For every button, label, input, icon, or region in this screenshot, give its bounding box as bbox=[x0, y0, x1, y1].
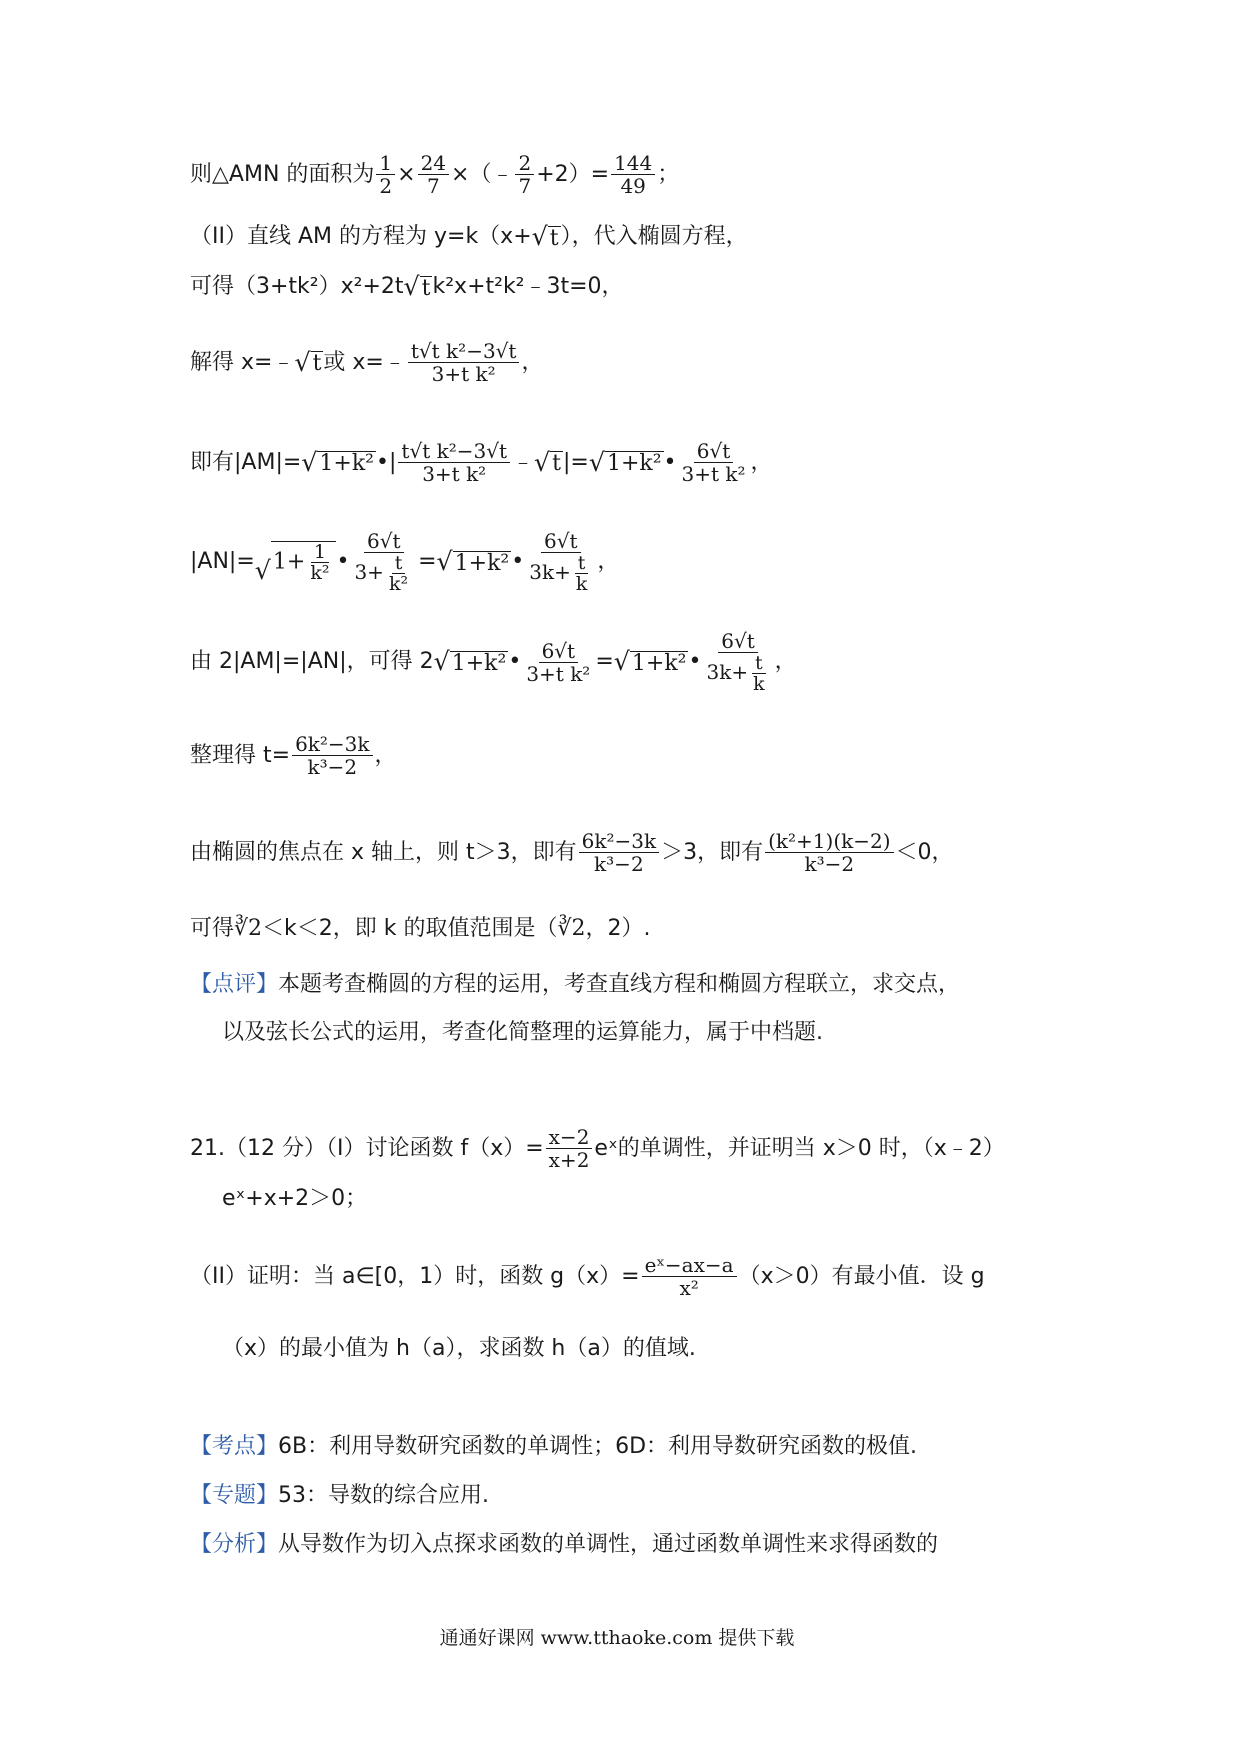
text: （x）的最小值为 h（a），求函数 h（a）的值域. bbox=[222, 1336, 696, 1361]
times: × bbox=[397, 161, 416, 187]
num: 1 bbox=[311, 542, 329, 563]
text: 整理得 t= bbox=[190, 742, 291, 768]
text: 3k+ bbox=[529, 560, 571, 584]
sqrt: √ 1+k² bbox=[433, 647, 507, 677]
kaodian-text: 6B：利用导数研究函数的单调性；6D：利用导数研究函数的极值. bbox=[278, 1434, 918, 1459]
sqrt: √ 1+k² bbox=[436, 547, 510, 577]
den: k² bbox=[388, 573, 409, 595]
den bbox=[351, 553, 416, 594]
kaodian-tag: 【考点】 bbox=[190, 1434, 279, 1459]
text: 可得 bbox=[190, 916, 235, 941]
radicand: t bbox=[552, 451, 561, 477]
num: eˣ−ax−a bbox=[642, 1254, 737, 1277]
text: （x＞0）有最小值．设 g bbox=[738, 1263, 985, 1289]
den: 7 bbox=[426, 174, 440, 198]
den: 2 bbox=[379, 174, 393, 198]
kaodian-line bbox=[190, 1432, 917, 1462]
zhuanti-tag: 【专题】 bbox=[190, 1483, 279, 1508]
fenxi-text: 从导数作为切入点探求函数的单调性，通过函数单调性来求得函数的 bbox=[278, 1532, 939, 1557]
radicand: t bbox=[421, 275, 431, 301]
text: +2）= bbox=[536, 161, 610, 187]
num: 6√t bbox=[541, 530, 581, 553]
radicand: 1+k² bbox=[319, 451, 375, 477]
fraction bbox=[703, 630, 772, 694]
fraction bbox=[765, 830, 893, 875]
text: （II）证明：当 a∈[0，1）时，函数 g（x）= bbox=[190, 1263, 640, 1289]
den: 3+t k² bbox=[681, 462, 746, 486]
review-text: 本题考查椭圆的方程的运用，考查直线方程和椭圆方程联立，求交点， bbox=[278, 972, 961, 997]
fraction bbox=[523, 640, 593, 685]
text: eˣ的单调性，并证明当 x＞0 时，（x﹣2） bbox=[594, 1135, 1005, 1161]
den: 3+t k² bbox=[526, 661, 591, 686]
area-line bbox=[190, 152, 679, 197]
fraction bbox=[573, 553, 591, 594]
zhuanti-line bbox=[190, 1481, 489, 1511]
den bbox=[703, 653, 772, 694]
fenxi-line bbox=[190, 1530, 938, 1560]
den: 7 bbox=[518, 174, 532, 198]
text: ，2）. bbox=[585, 916, 651, 941]
den: 3+t k² bbox=[422, 462, 487, 486]
range-line bbox=[190, 914, 651, 944]
num: 6√t bbox=[364, 530, 404, 553]
radicand: 1+k² bbox=[606, 451, 662, 477]
text: ＞3，即有 bbox=[661, 839, 764, 865]
den bbox=[526, 553, 595, 594]
den: k³−2 bbox=[307, 755, 358, 779]
text: ； bbox=[657, 161, 680, 187]
cube-root: ∛2 bbox=[234, 916, 263, 941]
review-text: 以及弦长公式的运用，考查化简整理的运算能力，属于中档题. bbox=[222, 1020, 823, 1045]
num: 1 bbox=[376, 152, 395, 175]
fraction bbox=[418, 152, 449, 197]
footer: 通通好课网 www.tthaoke.com 提供下载 bbox=[439, 1627, 795, 1649]
text: 21.（12 分）（Ⅰ）讨论函数 f（x）= bbox=[190, 1135, 544, 1161]
den: k³−2 bbox=[804, 852, 855, 876]
radicand: 1+k² bbox=[451, 650, 507, 676]
text: ﹣ bbox=[511, 449, 534, 475]
times-paren: ×（﹣ bbox=[451, 161, 514, 187]
num: t bbox=[392, 553, 406, 574]
num: t√t k²−3√t bbox=[408, 340, 520, 363]
num: (k²+1)(k−2) bbox=[765, 830, 893, 853]
sqrt: √ 1+ $\frac{1}{\text{k²}}$ bbox=[255, 541, 337, 583]
t-expression-line bbox=[190, 733, 397, 778]
radicand: t bbox=[549, 225, 559, 251]
radicand: 1+k² bbox=[454, 550, 510, 576]
substituted-line bbox=[190, 272, 624, 302]
fraction bbox=[546, 1126, 593, 1171]
text: k²x+t²k²﹣3t=0， bbox=[432, 274, 624, 299]
sqrt: √ t bbox=[534, 447, 561, 477]
text: •| bbox=[376, 449, 397, 475]
text: ， bbox=[521, 349, 544, 375]
sqrt: √ 1+k² bbox=[588, 447, 662, 477]
am-equation-line bbox=[190, 222, 748, 252]
text: ， bbox=[597, 549, 620, 574]
text: |= bbox=[562, 449, 589, 475]
num: 24 bbox=[418, 152, 449, 175]
sqrt: √ t bbox=[403, 272, 431, 302]
inequality-line bbox=[190, 830, 954, 875]
solution-x-line bbox=[190, 340, 543, 385]
den: k bbox=[753, 673, 765, 695]
text: eˣ+x+2＞0； bbox=[222, 1186, 368, 1211]
den: x² bbox=[679, 1276, 699, 1300]
fraction bbox=[642, 1254, 737, 1299]
text: 3k+ bbox=[706, 660, 749, 684]
text: 3+ bbox=[354, 560, 384, 584]
fraction bbox=[750, 653, 768, 694]
text: • bbox=[336, 549, 350, 574]
num: 144 bbox=[611, 152, 655, 175]
review-tag: 【点评】 bbox=[190, 972, 279, 997]
text: = bbox=[418, 549, 437, 574]
sqrt: √ t bbox=[531, 222, 559, 252]
question-21-line-2 bbox=[222, 1184, 367, 1214]
fraction bbox=[386, 553, 411, 594]
text: 即有|AM|= bbox=[190, 449, 302, 475]
den: k² bbox=[310, 562, 330, 584]
num: 2 bbox=[515, 152, 534, 175]
text: ， bbox=[750, 449, 773, 475]
fraction bbox=[351, 530, 416, 594]
text: |AN|= bbox=[190, 549, 255, 574]
num: 6k²−3k bbox=[292, 733, 372, 756]
sqrt: √ 1+k² bbox=[613, 647, 687, 677]
fraction bbox=[398, 440, 510, 485]
num: 6√t bbox=[539, 640, 579, 663]
radicand: t bbox=[312, 351, 322, 377]
cube-root: ∛2 bbox=[557, 916, 586, 941]
review-line-2 bbox=[222, 1018, 823, 1048]
text: • bbox=[508, 649, 522, 674]
fraction bbox=[611, 152, 655, 197]
text: ＜k＜2，即 k 的取值范围是（ bbox=[262, 916, 558, 941]
fraction bbox=[408, 340, 520, 385]
text: ， bbox=[374, 742, 397, 768]
fraction bbox=[579, 830, 659, 875]
zhuanti-text: 53：导数的综合应用. bbox=[278, 1483, 490, 1508]
fenxi-tag: 【分析】 bbox=[190, 1532, 279, 1557]
den: 3+t k² bbox=[431, 362, 496, 386]
text: 由椭圆的焦点在 x 轴上，则 t＞3，即有 bbox=[190, 839, 577, 865]
text: • bbox=[663, 449, 677, 475]
den: 49 bbox=[620, 174, 646, 198]
an-length-line bbox=[190, 530, 619, 594]
sqrt: √ t bbox=[294, 347, 322, 377]
text: • bbox=[511, 549, 525, 574]
fraction bbox=[376, 152, 395, 197]
text: ， bbox=[774, 649, 797, 674]
radicand bbox=[271, 541, 337, 583]
text: ＜0， bbox=[895, 839, 954, 865]
text: 由 2|AM|=|AN|，可得 2 bbox=[190, 649, 434, 674]
fraction bbox=[526, 530, 595, 594]
den: x+2 bbox=[548, 1148, 590, 1172]
num: t√t k²−3√t bbox=[398, 440, 510, 463]
text: （II）直线 AM 的方程为 y=k（x+ bbox=[190, 224, 532, 249]
num: t bbox=[575, 553, 589, 574]
num: 6k²−3k bbox=[579, 830, 659, 853]
relation-line bbox=[190, 630, 797, 694]
text: • bbox=[688, 649, 702, 674]
text: 解得 x=﹣ bbox=[190, 349, 295, 375]
fraction bbox=[307, 542, 332, 583]
fraction bbox=[515, 152, 534, 197]
text: 可得（3+tk²）x²+2t bbox=[190, 274, 404, 299]
sqrt: √ 1+k² bbox=[301, 447, 375, 477]
radicand: 1+k² bbox=[631, 650, 687, 676]
den: k³−2 bbox=[594, 852, 644, 876]
text: = bbox=[595, 649, 614, 674]
review-line bbox=[190, 970, 960, 1000]
num: x−2 bbox=[546, 1126, 593, 1149]
text: 1+ bbox=[272, 549, 306, 575]
den: k bbox=[575, 573, 588, 595]
text: ），代入椭圆方程， bbox=[560, 224, 748, 249]
num: 6√t bbox=[718, 630, 758, 653]
num: t bbox=[752, 653, 766, 674]
text: 则△AMN 的面积为 bbox=[190, 161, 375, 187]
question-21-part2 bbox=[190, 1254, 985, 1299]
num: 6√t bbox=[694, 440, 734, 463]
fraction bbox=[292, 733, 372, 778]
fraction bbox=[679, 440, 749, 485]
text: 或 x=﹣ bbox=[323, 349, 406, 375]
question-21-line bbox=[190, 1126, 1005, 1171]
question-21-part2-line2 bbox=[222, 1334, 696, 1364]
am-length-line bbox=[190, 440, 773, 485]
